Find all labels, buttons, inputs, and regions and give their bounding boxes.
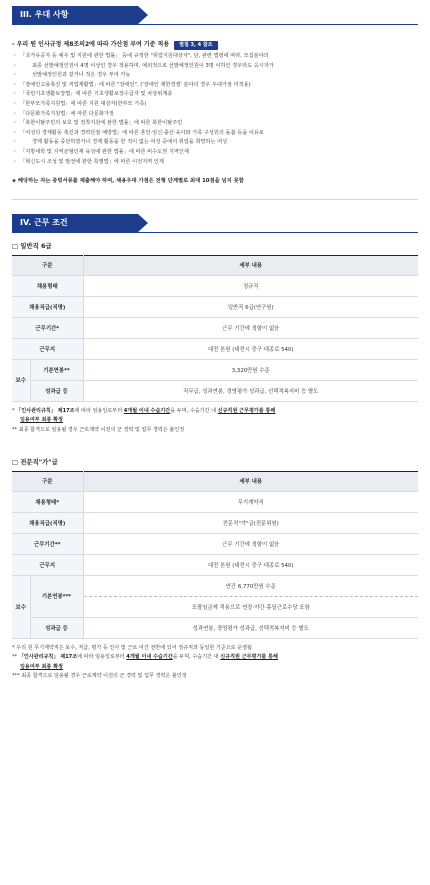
col-header-category: 구분 (12, 255, 83, 275)
fn-final: 임용여부 최종 확정 (20, 417, 63, 424)
footnote-3: *** 최종 합격으로 임용될 경우 근로계약 이전의 군 경력 및 업무 경력은 불인정 (12, 673, 187, 680)
fn-regulation: 「인사관리규칙」 제17조 (16, 407, 75, 414)
table-row (12, 359, 418, 380)
table-row (12, 491, 418, 512)
section-3-title: III. 우대 사항 (20, 10, 69, 19)
section-4-rule (12, 232, 418, 233)
footnote-1-cont (12, 416, 418, 425)
fn-mark: * (12, 407, 17, 414)
row-value: 정규직 (83, 275, 418, 296)
table-row (12, 512, 418, 533)
row-value: 무기계약직 (83, 491, 418, 512)
fn-text: 에 따라 임용일로부터 (74, 407, 124, 414)
table-row (12, 533, 418, 554)
list-item: ◦ 「국가유공자 등 예우 및 지원에 관한 법률」 등에 규정한 "취업지원대상자", 단, 관련 법령에 따라, 모집분야의 (12, 52, 418, 62)
table-row (12, 575, 418, 596)
table-header-row (12, 471, 418, 491)
grade6-heading: □ 일반직 6급 (12, 241, 52, 250)
list-item: ◦ 「여성의 경제활동 촉진과 경력단절 예방법」에 따른 혼인·임신·출산·육아와 가족 구성원의 돌봄 등을 이유로 (12, 129, 418, 139)
row-value: 직무급, 성과연봉, 경영평가 성과급, 선택적복지비 등 별도 (83, 380, 418, 401)
fn-final: 임용여부 최종 확정 (20, 663, 63, 670)
list-item: ◦ 「장애인고용촉진 및 직업재활법」에 따른 "장애인", ('장애인 제한경쟁' 분야의 경우 우대가점 미적용) (12, 81, 418, 91)
special-table (12, 471, 418, 639)
section-4-title: IV. 근무 조건 (20, 217, 68, 227)
footnote-2-cont (12, 663, 418, 672)
section-3-rule (12, 24, 418, 25)
row-value: 성과연봉, 경영평가 성과급, 선택적복지비 등 별도 (83, 617, 418, 638)
special-footnotes (12, 644, 418, 682)
fn-text: 에 따라 임용일로부터 (77, 654, 127, 661)
fn-text: 을 두며, 수습기간 내 (172, 654, 221, 661)
list-item-continuation: ◦ 경제 활동을 중단하였거나 경제 활동을 한 적이 없는 여성 중에서 취업을 희망하는 여성 (12, 138, 418, 148)
list-item: ◦ 「다문화가족지원법」에 따른 다문화가정 (12, 110, 418, 120)
list-item-continuation: ◦ 최종 선발예정인원이 4명 이상인 경우 적용하며, 예외적으로 선발예정인원이 3명 이하인 경우라도 응시자가 (12, 62, 418, 72)
fn-mark: ** (12, 654, 19, 661)
footnote-1 (12, 407, 418, 416)
table-row (12, 317, 418, 338)
fn-evaluation: 신규직원 근무평가를 통해 (217, 407, 276, 414)
preference-heading (12, 39, 418, 50)
fn-probation: 4개월 이내 수습기간 (126, 654, 173, 661)
list-item: ◦ 「한부모가족지원법」에 따른 지원 대상자(한부모 가족) (12, 100, 418, 110)
pay-label: 보수 (12, 359, 30, 401)
row-label: 채용형태 (12, 275, 83, 296)
row-value: 근무 기간에 정함이 없음 (83, 533, 418, 554)
fn-text: 을 두며, 수습기간 내 (170, 407, 218, 414)
grade6-table (12, 255, 418, 402)
row-value: 연간 6,770만원 수준 (83, 575, 418, 596)
row-value: 포괄임금제 적용으로 연장·야간·휴일근로수당 포함 (83, 596, 418, 617)
row-label: 채용형태* (12, 491, 83, 512)
row-label: 근무기간* (12, 317, 83, 338)
row-label: 근무지 (12, 338, 83, 359)
section-3-header (12, 6, 138, 24)
table-row (12, 617, 418, 638)
preference-note: ◈ 해당하는 자는 증빙서류를 제출해야 하며, 채용우대 가점은 전형 단계별로 최대 10점을 넘지 못함 (12, 178, 244, 185)
section-divider (12, 199, 418, 200)
table-row (12, 275, 418, 296)
fn-probation: 4개월 이내 수습기간 (123, 407, 171, 414)
table-row (12, 554, 418, 575)
row-label: 채용직급(직명) (12, 512, 83, 533)
attachment-badge: 별첨 3, 4 참조 (174, 41, 217, 50)
row-label: 성과급 등 (30, 380, 83, 401)
footnote-2: ** 최종 합격으로 임용될 경우 근로계약 이전의 군 경력 및 업무 경력은 불인정 (12, 426, 185, 433)
row-label: 채용직급(직명) (12, 296, 83, 317)
col-header-detail: 세부 내용 (83, 471, 418, 491)
table-row (12, 296, 418, 317)
row-label: 기본연봉** (30, 359, 83, 380)
fn-regulation: 「인사관리규칙」 제17조 (18, 654, 78, 661)
table-row (12, 338, 418, 359)
pay-label: 보수 (12, 575, 30, 638)
fn-evaluation: 신규직원 근무평가를 통해 (220, 654, 278, 661)
table-row (12, 380, 418, 401)
section-4-header (12, 214, 138, 232)
row-value: 근무 기간에 정함이 없음 (83, 317, 418, 338)
row-value: 전문직"가"급(전문위원) (83, 512, 418, 533)
row-value: 일반직 6급(연구원) (83, 296, 418, 317)
row-label: 근무지 (12, 554, 83, 575)
row-label: 성과급 등 (30, 617, 83, 638)
special-heading: □ 전문직"가"급 (12, 457, 58, 466)
row-label: 기본연봉*** (30, 575, 83, 617)
list-item: ◦ 「지방대학 및 지역균형인재 육성에 관한 법률」에 따른 비수도권 지역인재 (12, 148, 418, 158)
list-item: ◦ 「혁신도시 조성 및 발전에 관한 특별법」에 따른 이전지역 인재 (12, 158, 418, 168)
preference-heading-text: - 우리 원 인사규정 제8조의2에 따라 가산점 부여 기준 적용 (12, 41, 170, 48)
row-label: 근무기간** (12, 533, 83, 554)
list-item: ◦ 「북한이탈주민의 보호 및 정착지원에 관한 법률」에 따른 북한이탈주민 (12, 119, 418, 129)
footnote-1: * 우리 원 무기계약직은 보수, 직급, 평가 등 인사 및 근로 여건 전반에 있어 정규직과 동일한 기준으로 운영됨 (12, 644, 252, 651)
list-item: ◦ 「국민기초생활보장법」에 따른 기초생활보장수급자 및 차상위계층 (12, 90, 418, 100)
grade6-footnotes (12, 407, 418, 435)
footnote-2 (12, 653, 418, 662)
col-header-detail: 세부 내용 (83, 255, 418, 275)
row-value: 대전 본원 (대전시 중구 대종로 540) (83, 554, 418, 575)
row-value: 3,320만원 수준 (83, 359, 418, 380)
table-header-row (12, 255, 418, 275)
list-item-continuation: ◦ 선발예정인원과 같거나 적은 경우 부여 가능 (12, 71, 418, 81)
col-header-category: 구분 (12, 471, 83, 491)
preference-list (12, 52, 418, 167)
row-value: 대전 본원 (대전시 중구 대종로 540) (83, 338, 418, 359)
